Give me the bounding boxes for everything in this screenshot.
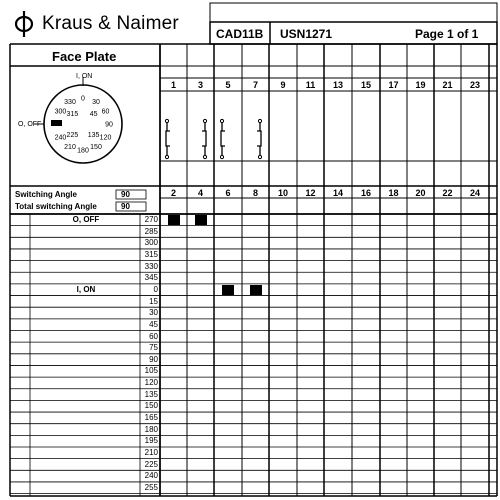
contact-number-top: 11 [305,80,316,90]
position-angle: 165 [144,413,158,423]
contact-number-top: 19 [415,80,426,90]
dial-on-label: I, ON [76,73,93,80]
dial-angle-label: 90 [105,121,113,129]
contact-number-top: 13 [332,80,343,90]
position-angle: 135 [144,389,158,399]
position-angle: 105 [144,366,158,376]
position-angle: 30 [149,308,158,318]
position-angle: 270 [144,215,158,224]
model-number: CAD11B [216,27,264,41]
dial-angle-label: 120 [99,134,112,142]
position-angle: 180 [144,424,158,434]
dial-off-label: O, OFF [18,121,42,128]
contact-number-bottom: 12 [305,188,316,198]
contact-number-bottom: 18 [388,188,399,198]
position-angle: 15 [149,296,158,306]
contact-number-top: 17 [388,80,399,90]
position-angle: 255 [144,482,158,492]
contact-number-bottom: 14 [332,188,343,198]
dial-inner-angle-label: 315 [66,110,79,118]
switching-angle-label: Switching Angle [15,190,77,199]
contact-number-top: 3 [197,80,203,90]
dial-angle-label: 180 [77,147,89,155]
position-angle: 300 [144,238,158,248]
position-name: I, ON [76,284,96,294]
dial-inner-angle-label: 45 [89,110,98,118]
dial-angle-label: 300 [54,108,67,116]
position-angle: 210 [144,448,158,457]
dial-angle-label: 240 [54,134,67,142]
dial-angle-label: 210 [64,144,76,152]
contact-number-top: 7 [252,80,258,90]
page-indicator: Page 1 of 1 [415,27,479,41]
total-switching-angle-label: Total switching Angle [15,202,97,211]
contact-number-bottom: 22 [442,188,453,198]
face-plate-title: Face Plate [52,49,117,64]
dial-inner-angle-label: 225 [66,132,79,140]
dial-angle-label: 330 [64,98,76,106]
position-angle: 0 [153,284,158,294]
contact-number-bottom: 10 [277,188,288,198]
position-name: O, OFF [72,215,100,224]
contact-number-top: 23 [469,80,480,90]
contact-number-bottom: 24 [469,188,480,198]
position-angle: 315 [144,249,158,259]
closed-contact-marker [168,215,180,225]
switching-angle-value: 90 [121,190,130,199]
contact-number-top: 9 [280,80,286,90]
contact-number-top: 15 [360,80,371,90]
position-angle: 45 [149,319,158,329]
contact-number-bottom: 4 [197,188,203,198]
contact-number-bottom: 2 [170,188,176,198]
brand-name: Kraus & Naimer [42,13,179,34]
dial-angle-label: 0 [81,95,85,103]
dial-angle-label: 60 [101,108,110,116]
position-angle: 90 [149,354,158,364]
contact-number-bottom: 20 [415,188,426,198]
contact-number-top: 1 [170,80,176,90]
dial-angle-label: 30 [92,98,100,106]
position-angle: 285 [144,226,158,236]
contact-number-bottom: 8 [252,188,258,198]
position-angle: 60 [149,331,158,341]
drawing-number: USN1271 [280,27,333,41]
contact-number-bottom: 6 [225,188,231,198]
contact-number-top: 5 [225,80,231,90]
position-angle: 345 [144,273,158,283]
position-angle: 195 [144,436,158,446]
contact-number-bottom: 16 [360,188,371,198]
dial-angle-label: 150 [90,144,102,152]
position-angle: 150 [144,401,158,411]
position-angle: 225 [144,459,158,469]
closed-contact-marker [195,215,207,225]
dial-inner-angle-label: 135 [87,132,100,140]
total-switching-angle-value: 90 [121,202,130,211]
position-angle: 240 [144,471,158,481]
closed-contact-marker [222,285,234,295]
position-angle: 330 [144,261,158,271]
closed-contact-marker [250,285,262,295]
position-angle: 75 [149,343,158,353]
contact-number-top: 21 [442,80,453,90]
position-angle: 120 [144,378,158,388]
